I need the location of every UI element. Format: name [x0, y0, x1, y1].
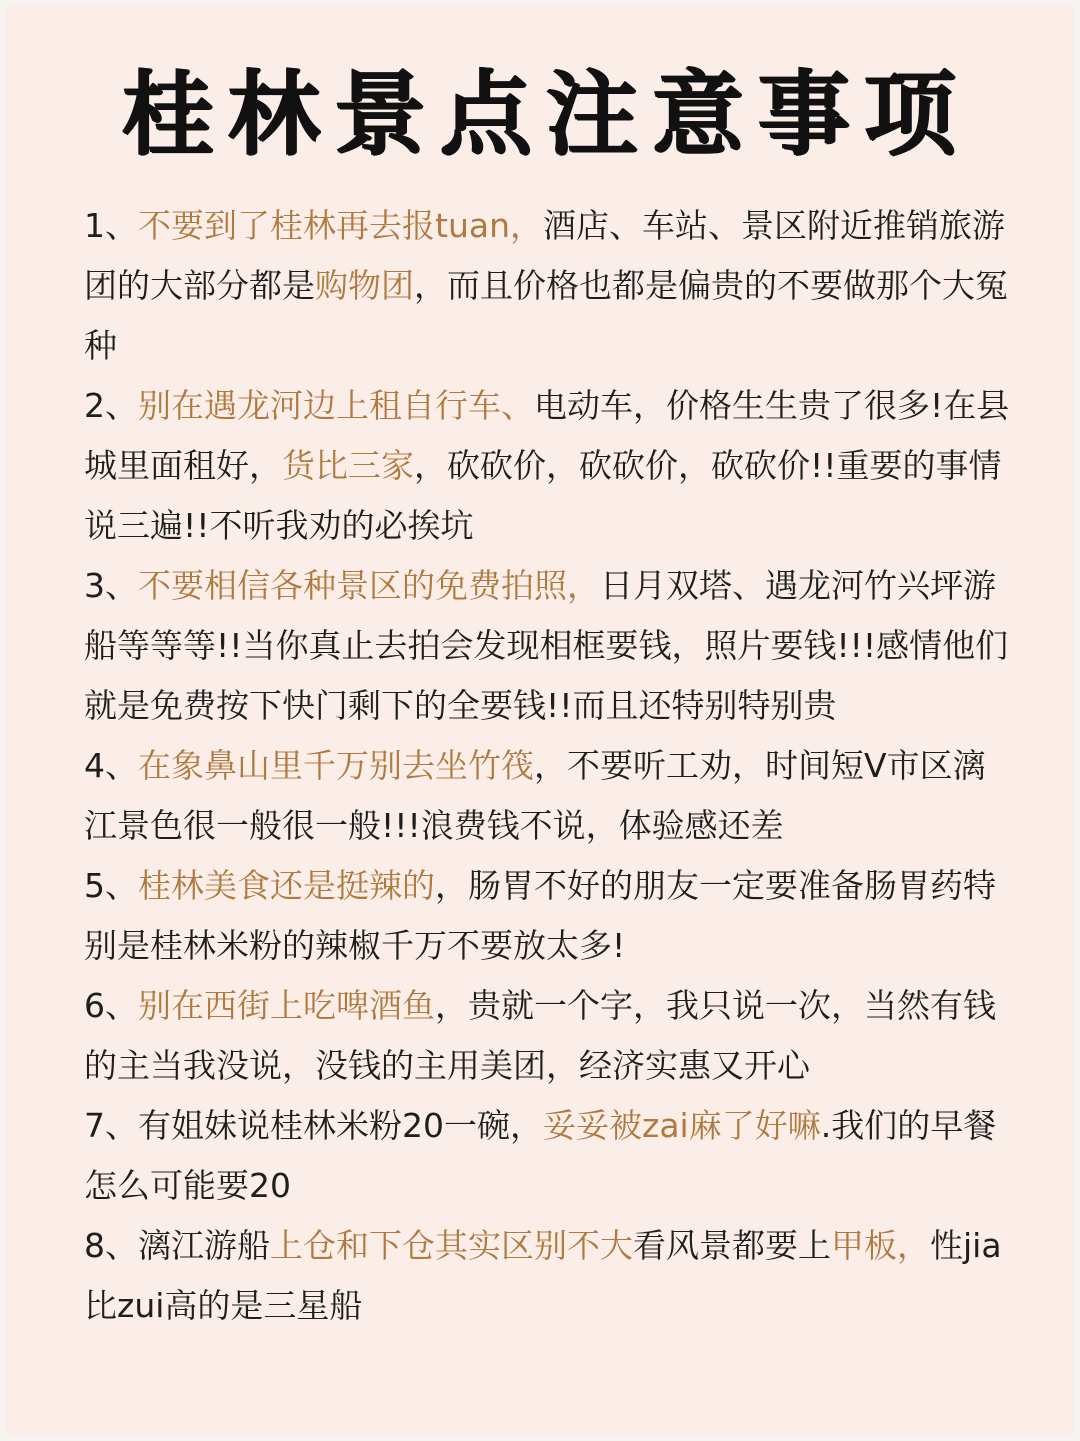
tip-highlight: 在象鼻山里千万别去坐竹筏: [138, 746, 534, 785]
tip-item-4: [84, 736, 1014, 856]
tip-text: ，不要听工劝，时间短V市区漓江景色很一般很一般!!!浪费钱不说，体验感还差: [84, 746, 986, 845]
tip-number: 2、: [84, 386, 138, 425]
tip-highlight-2: 甲板，: [831, 1226, 930, 1265]
page-title: 桂林景点注意事项: [121, 60, 970, 168]
tip-item-8: [84, 1216, 1014, 1336]
tip-number: 4、: [84, 746, 138, 785]
tip-number: 1、: [84, 206, 138, 245]
tip-number: 7、: [84, 1106, 138, 1145]
tip-highlight: 不要相信各种景区的免费拍照，: [138, 566, 600, 605]
tip-item-2: [84, 376, 1014, 556]
tip-number: 5、: [84, 866, 138, 905]
tip-highlight: 别在西街上吃啤酒鱼: [138, 986, 435, 1025]
tip-text-2: ，而且价格也都是偏贵的不要做那个大冤种: [84, 266, 1008, 365]
tip-text: 日月双塔、遇龙河竹兴坪游船等等等!!当你真止去拍会发现相框要钱，照片要钱!!!感情他们就是免费按下快门剩下的全要钱!!而且还特别特别贵: [84, 566, 1009, 725]
tip-text-2: ，砍砍价，砍砍价，砍砍价!!重要的事情说三遍!!不听我劝的必挨坑: [84, 446, 1002, 545]
tip-text-2: 看风景都要上: [633, 1226, 831, 1265]
tip-text: ，肠胃不好的朋友一定要准备肠胃药特别是桂林米粉的辣椒千万不要放太多!: [84, 866, 996, 965]
tip-text: 酒店、车站、景区附近推销旅游团的大部分都是: [84, 206, 1005, 305]
tip-highlight: 上仓和下仓其实区别不大: [270, 1226, 633, 1265]
tip-item-6: [84, 976, 1014, 1096]
tip-item-7: [84, 1096, 1014, 1216]
tip-item-3: [84, 556, 1014, 736]
tip-item-5: [84, 856, 1014, 976]
tip-item-1: [84, 196, 1014, 376]
tip-highlight-2: 货比三家: [282, 446, 414, 485]
tip-text: ，贵就一个字，我只说一次，当然有钱的主当我没说，没钱的主用美团，经济实惠又开心: [84, 986, 996, 1085]
tip-highlight: 不要到了桂林再去报tuan，: [138, 206, 543, 245]
tip-highlight: 别在遇龙河边上租自行车、: [138, 386, 534, 425]
tip-text-3: 性jia比zui高的是三星船: [84, 1226, 1002, 1325]
tips-list: [84, 196, 1014, 1336]
tip-highlight-2: 购物团: [315, 266, 414, 305]
tip-highlight: 妥妥被zai麻了好嘛: [543, 1106, 821, 1145]
tip-text: 电动车，价格生生贵了很多!在县城里面租好，: [84, 386, 1010, 485]
tip-highlight: 桂林美食还是挺辣的: [138, 866, 435, 905]
tip-number: 3、: [84, 566, 138, 605]
tip-number: 6、: [84, 986, 138, 1025]
tip-number: 8、: [84, 1226, 138, 1265]
tip-text: 漓江游船: [138, 1226, 270, 1265]
tip-text-2: .我们的早餐怎么可能要20: [84, 1106, 997, 1205]
tip-text: 有姐妹说桂林米粉20一碗，: [138, 1106, 543, 1145]
